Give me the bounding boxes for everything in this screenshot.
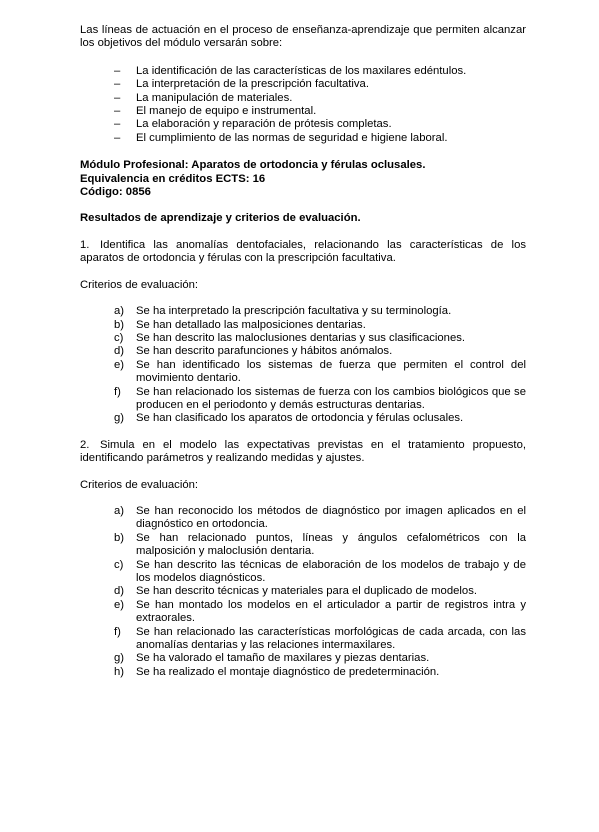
criteria-label: Criterios de evaluación: <box>80 278 199 291</box>
criterion-item <box>80 305 526 318</box>
criterion-text: Se han reconocido los métodos de diagnóstico por imagen aplicados en el diagnóstico en ortodoncia. <box>136 504 526 531</box>
intro-paragraph: Las líneas de actuación en el proceso de enseñanza-aprendizaje que permiten alcanzar los objetivos del módulo versarán sobre: <box>80 24 526 50</box>
criterion-item <box>80 319 526 332</box>
criterion-item <box>80 532 526 559</box>
dash-bullet: – <box>114 131 121 144</box>
criterion-letter: b) <box>114 531 125 544</box>
list-item <box>80 132 526 145</box>
criterion-item <box>80 652 526 665</box>
criterion-text: Se han relacionado puntos, líneas y ángulos cefalométricos con la malposición y maloclusión dentaria. <box>136 531 526 558</box>
list-item <box>80 92 526 105</box>
criterion-item <box>80 585 526 598</box>
dash-bullet: – <box>114 78 121 91</box>
module-title: Módulo Profesional: Aparatos de ortodoncia y férulas oclusales. <box>80 159 426 172</box>
criterion-letter: e) <box>114 358 125 371</box>
criterion-text: Se han detallado las malposiciones dentarias. <box>136 318 366 331</box>
criterion-item <box>80 666 526 679</box>
criterion-text: Se han descrito técnicas y materiales para el duplicado de modelos. <box>136 585 477 598</box>
criterion-text: Se han relacionado las características morfológicas de cada arcada, con las anomalías dentarias y las relaciones intermaxilares. <box>136 625 526 652</box>
criterion-text: Se ha realizado el montaje diagnóstico de predeterminación. <box>136 665 440 678</box>
criterion-item <box>80 626 526 653</box>
criterion-item <box>80 505 526 532</box>
criterion-text: Se han relacionado los sistemas de fuerza con los cambios biológicos que se producen en el periodonto y demás estructuras dentarias. <box>136 385 526 411</box>
learning-result-2 <box>80 439 526 466</box>
criterion-text: Se han clasificado los aparatos de ortodoncia y férulas oclusales. <box>136 412 464 425</box>
criterion-text: Se han descrito las maloclusiones dentarias y sus clasificaciones. <box>136 331 466 344</box>
actuation-lines-list <box>80 65 526 145</box>
criterion-item <box>80 559 526 586</box>
result-number: 1. <box>80 238 90 251</box>
criteria-list-2 <box>80 505 526 679</box>
criterion-item <box>80 345 526 358</box>
module-credits: Equivalencia en créditos ECTS: 16 <box>80 172 266 185</box>
criteria-label: Criterios de evaluación: <box>80 478 199 491</box>
criterion-letter: g) <box>114 652 125 665</box>
learning-result-1 <box>80 239 526 266</box>
list-item <box>80 105 526 118</box>
criterion-text: Se han montado los modelos en el articulador a partir de registros intra y extraorales. <box>136 598 526 625</box>
criterion-letter: d) <box>114 345 125 358</box>
criterion-letter: c) <box>114 331 124 344</box>
criterion-letter: f) <box>114 625 121 638</box>
criterion-letter: c) <box>114 558 124 571</box>
result-text: Simula en el modelo las expectativas previstas en el tratamiento propuesto, identificando parámetros y realizando medidas y ajustes. <box>80 438 526 465</box>
list-item <box>80 118 526 131</box>
module-code: Código: 0856 <box>80 186 151 199</box>
result-text: Identifica las anomalías dentofaciales, relacionando las características de los aparatos de ortodoncia y férulas con la prescripción facultativa. <box>80 238 526 265</box>
criterion-text: Se ha valorado el tamaño de maxilares y piezas dentarias. <box>136 652 430 665</box>
criterion-item <box>80 386 526 413</box>
document-page <box>80 24 526 692</box>
criterion-text: Se han identificado los sistemas de fuerza que permiten el control del movimiento dentario. <box>136 358 526 385</box>
list-item-text: La interpretación de la prescripción facultativa. <box>136 78 369 91</box>
criterion-text: Se han descrito las técnicas de elaboración de los modelos de trabajo y de los modelos diagnósticos. <box>136 558 526 584</box>
dash-bullet: – <box>114 118 121 131</box>
dash-bullet: – <box>114 105 121 118</box>
list-item <box>80 65 526 78</box>
criterion-letter: e) <box>114 598 125 611</box>
list-item-text: El manejo de equipo e instrumental. <box>136 105 317 118</box>
section-title: Resultados de aprendizaje y criterios de evaluación. <box>80 212 361 225</box>
criterion-letter: g) <box>114 412 125 425</box>
list-item-text: El cumplimiento de las normas de seguridad e higiene laboral. <box>136 131 448 144</box>
criterion-text: Se han descrito parafunciones y hábitos anómalos. <box>136 345 393 358</box>
criterion-item <box>80 332 526 345</box>
criterion-letter: h) <box>114 665 125 678</box>
list-item-text: La manipulación de materiales. <box>136 91 293 104</box>
criterion-letter: a) <box>114 504 125 517</box>
criterion-letter: d) <box>114 585 125 598</box>
criterion-letter: f) <box>114 385 121 398</box>
dash-bullet: – <box>114 64 121 77</box>
criterion-text: Se ha interpretado la prescripción facultativa y su terminología. <box>136 305 452 318</box>
list-item <box>80 78 526 91</box>
result-number: 2. <box>80 438 90 451</box>
criterion-item <box>80 599 526 626</box>
dash-bullet: – <box>114 91 121 104</box>
module-header <box>80 159 526 199</box>
criterion-letter: a) <box>114 305 125 318</box>
list-item-text: La identificación de las características de los maxilares edéntulos. <box>136 64 467 77</box>
criterion-item <box>80 412 526 425</box>
criteria-list-1 <box>80 305 526 426</box>
criterion-item <box>80 359 526 386</box>
criterion-letter: b) <box>114 318 125 331</box>
list-item-text: La elaboración y reparación de prótesis completas. <box>136 118 392 131</box>
